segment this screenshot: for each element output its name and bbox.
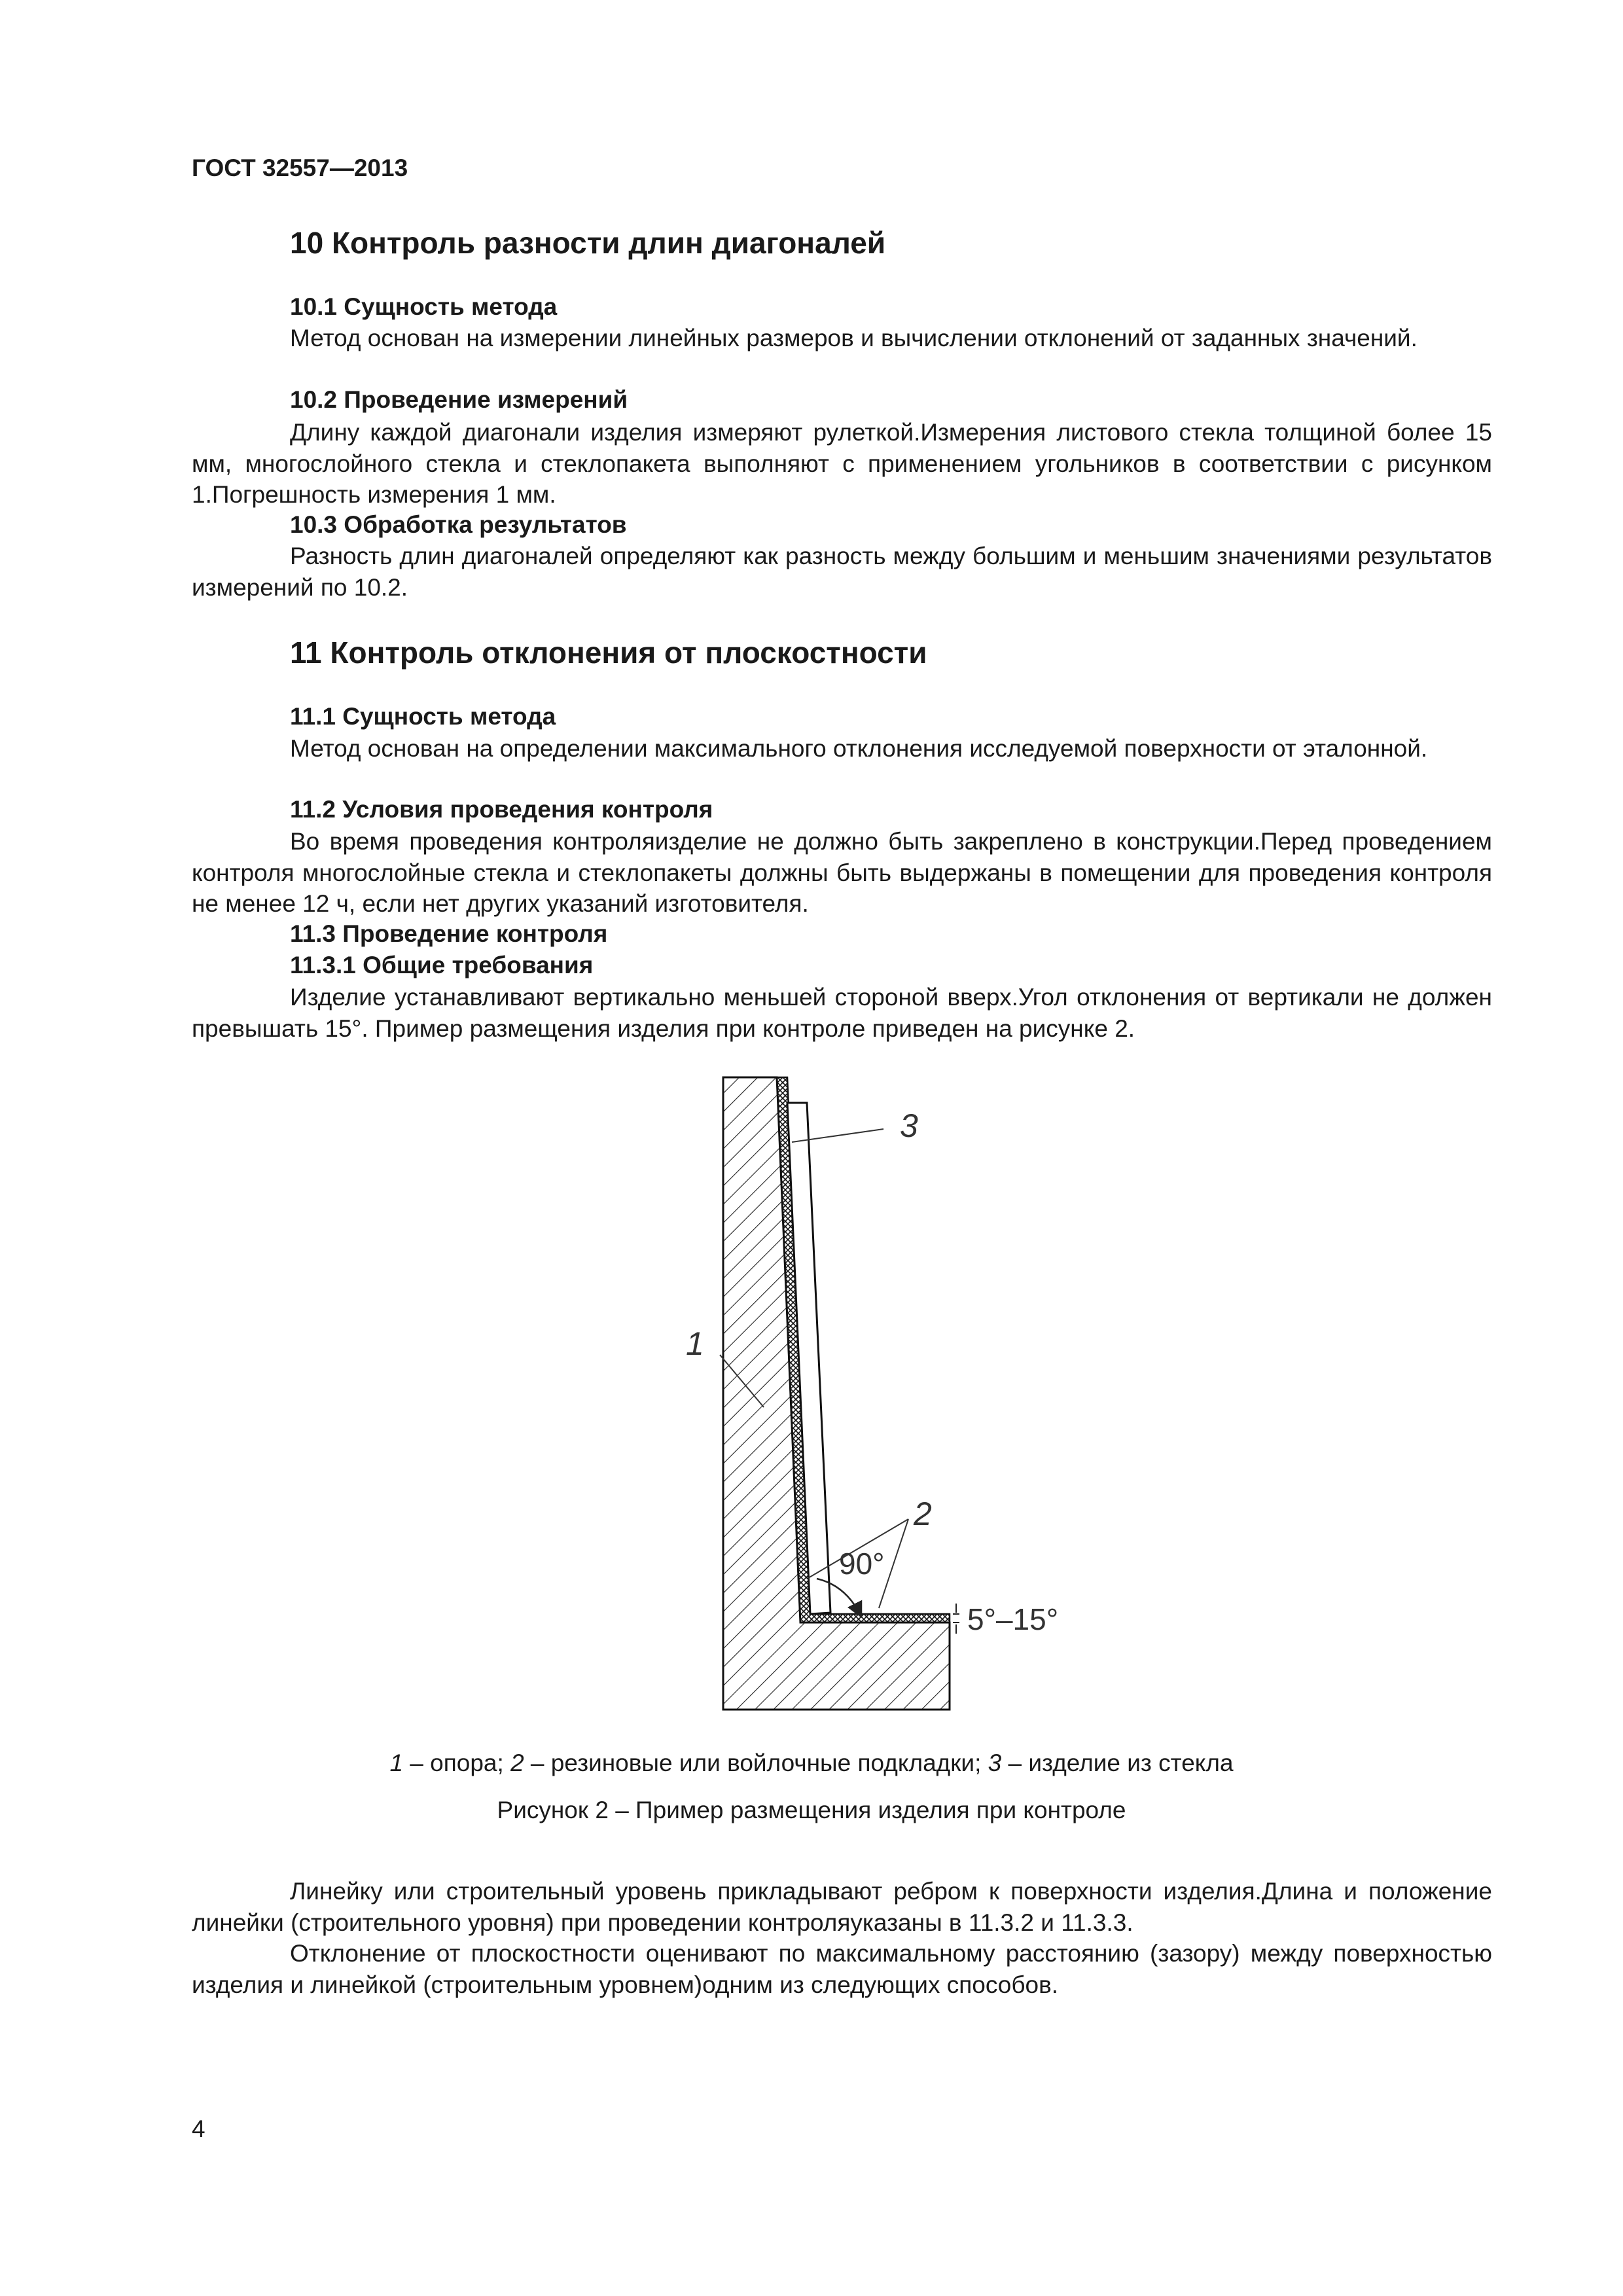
legend-text-1: – опора; [403, 1749, 511, 1776]
subsection-11-1-text: Метод основан на определении максимального отклонения исследуемой поверхности от эталонной. [290, 735, 1428, 762]
figure-2-diagram [686, 1067, 1113, 1728]
figure-2-caption: Рисунок 2 – Пример размещения изделия при контроле [497, 1797, 1126, 1823]
legend-text-2: – резиновые или войлочные подкладки; [524, 1749, 988, 1776]
legend-number-1: 1 [389, 1749, 404, 1776]
subsection-10-3-text: Разность длин диагоналей определяют как разность между большим и меньшим значениями результатов измерений по 10.2. [192, 543, 1492, 601]
callout-1: 1 [686, 1325, 704, 1362]
subsection-11-1-title: 11.1 Сущность метода [290, 703, 556, 730]
subsection-11-2-title: 11.2 Условия проведения контроля [290, 796, 713, 823]
figure-2-legend [0, 1749, 1623, 1777]
subsection-11-3-1-text: Изделие устанавливают вертикально меньшей стороной вверх.Угол отклонения от вертикали не должен превышать 15°. Пример размещения изделия при контроле приведен на рисунке 2. [192, 984, 1492, 1042]
legend-text-3: – изделие из стекла [1001, 1749, 1234, 1776]
subsection-10-3-title: 10.3 Обработка результатов [290, 511, 627, 538]
subsection-11-3-title: 11.3 Проведение контроля [290, 920, 608, 947]
subsection-10-2-text: Длину каждой диагонали изделия измеряют рулеткой.Измерения листового стекла толщиной более 15 мм, многослойного стекла и стеклопакета выполняют с применением угольников в соответствии с рисунком 1.Погрешность измерения 1 мм. [192, 419, 1492, 508]
paragraph-ruler-placement: Линейку или строительный уровень прикладывают ребром к поверхности изделия.Длина и положение линейки (строительного уровня) при проведении контроляуказаны в 11.3.2 и 11.3.3. [192, 1878, 1492, 1936]
page-number: 4 [192, 2115, 205, 2142]
subsection-10-1-text: Метод основан на измерении линейных размеров и вычислении отклонений от заданных значений. [290, 325, 1418, 351]
section-11-title: 11 Контроль отклонения от плоскостности [290, 636, 927, 670]
callout-2: 2 [914, 1496, 932, 1532]
tilt-label: 5°–15° [967, 1602, 1059, 1636]
subsection-10-2-title: 10.2 Проведение измерений [290, 386, 628, 413]
subsection-11-2-text: Во время проведения контроляизделие не должно быть закреплено в конструкции.Перед проведением контроля многослойные стекла и стеклопакеты должны быть выдержаны в помещении для проведения контроля не менее 12 ч, если нет других указаний изготовителя. [192, 828, 1492, 917]
subsection-11-3-1-title: 11.3.1 Общие требования [290, 952, 594, 978]
section-10-title: 10 Контроль разности длин диагоналей [290, 226, 886, 260]
legend-number-3: 3 [988, 1749, 1002, 1776]
legend-number-2: 2 [510, 1749, 524, 1776]
paragraph-deviation-assessment: Отклонение от плоскостности оценивают по максимальному расстоянию (зазору) между поверхностью изделия и линейкой (строительным уровнем)одним из следующих способов. [192, 1940, 1492, 1998]
angle-label: 90° [839, 1547, 885, 1581]
subsection-10-1-title: 10.1 Сущность метода [290, 293, 558, 320]
document-header: ГОСТ 32557—2013 [192, 154, 408, 181]
callout-3: 3 [900, 1107, 918, 1144]
